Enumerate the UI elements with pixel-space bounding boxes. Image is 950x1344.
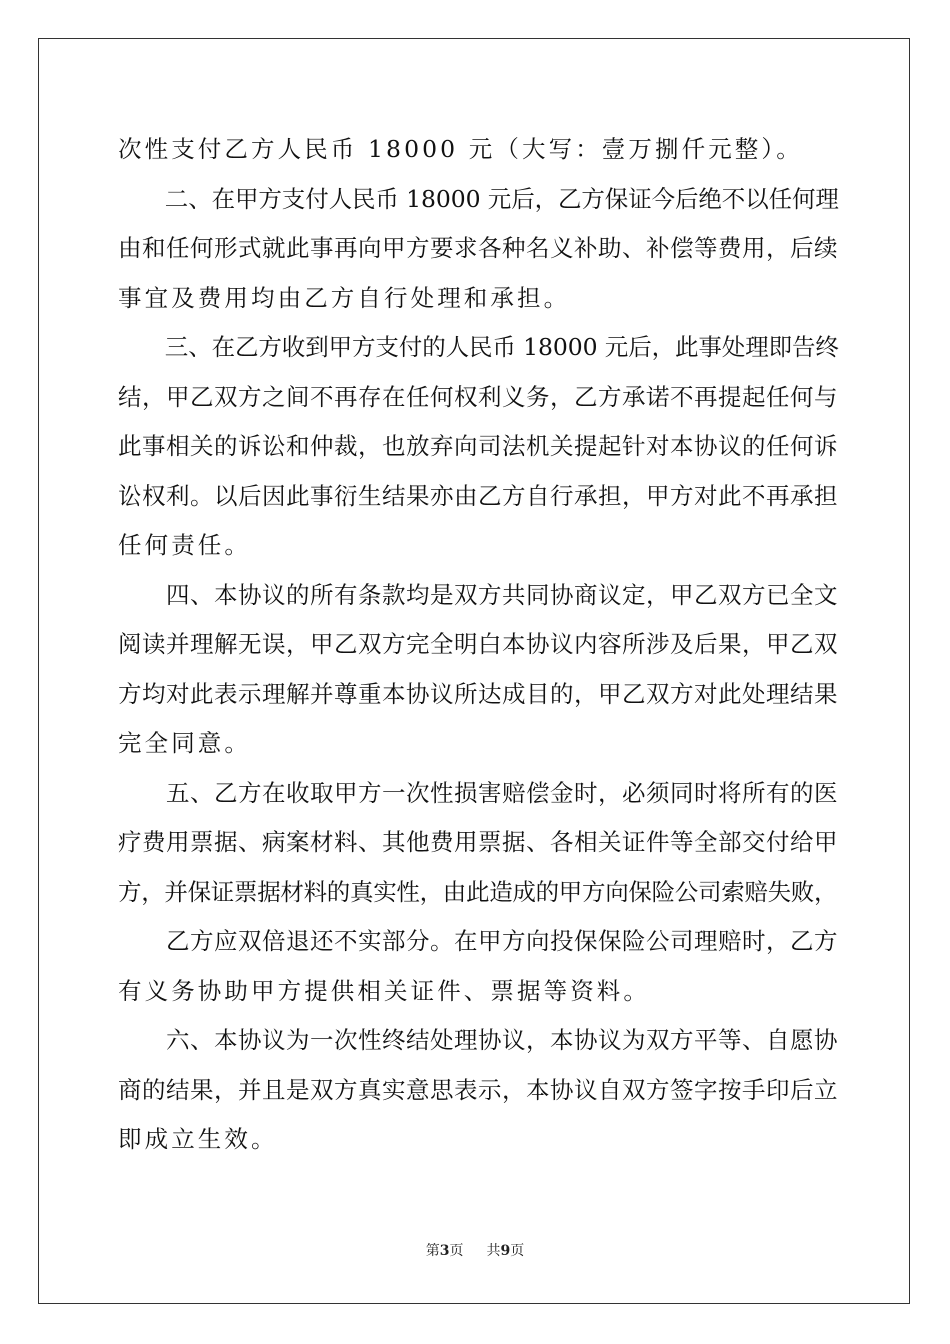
page-number [426, 1243, 468, 1259]
text-line: 二、在甲方支付人民币 18000 元后，乙方保证今后绝不以任何理 [118, 184, 839, 213]
text-line: 乙方应双倍退还不实部分。在甲方向投保保险公司理赔时，乙方 [118, 927, 838, 955]
text-line: 由和任何形式就此事再向甲方要求各种名义补助、补偿等费用，后续 [118, 234, 838, 262]
text-line: 方，并保证票据材料的真实性，由此造成的甲方向保险公司索赔失败， [118, 877, 838, 906]
text-line: 讼权利。以后因此事衍生结果亦由乙方自行承担，甲方对此不再承担 [118, 481, 838, 510]
text-line: 事宜及费用均由乙方自行处理和承担。 [118, 283, 571, 312]
text-line: 六、本协议为一次性终结处理协议，本协议为双方平等、自愿协 [118, 1026, 838, 1054]
text-line: 方均对此表示理解并尊重本协议所达成目的，甲乙双方对此处理结果 [118, 679, 838, 708]
text-line: 次性支付乙方人民币 18000 元（大写：壹万捌仟元整）。 [118, 135, 803, 163]
text-line: 即成立生效。 [118, 1125, 278, 1153]
text-line: 商的结果，并且是双方真实意思表示，本协议自双方签字按手印后立 [118, 1075, 838, 1104]
page-prefix: 第 [425, 1243, 440, 1259]
page-current: 3 [439, 1243, 450, 1259]
text-line: 三、在乙方收到甲方支付的人民币 18000 元后，此事处理即告终 [118, 333, 839, 361]
text-line: 疗费用票据、病案材料、其他费用票据、各相关证件等全部交付给甲 [118, 828, 838, 856]
page-total [486, 1243, 524, 1259]
text-line: 五、乙方在收取甲方一次性损害赔偿金时，必须同时将所有的医 [118, 778, 838, 807]
text-line: 此事相关的诉讼和仲裁，也放弃向司法机关提起针对本协议的任何诉 [118, 432, 838, 460]
text-line: 有义务协助甲方提供相关证件、票据等资料。 [118, 976, 650, 1005]
total-suffix: 页 [510, 1243, 525, 1259]
text-line: 阅读并理解无误，甲乙双方完全明白本协议内容所涉及后果，甲乙双 [118, 630, 838, 658]
text-line: 结，甲乙双方之间不再存在任何权利义务，乙方承诺不再提起任何与 [118, 382, 838, 411]
document-body [118, 129, 838, 1169]
total-prefix: 共 [486, 1243, 501, 1259]
page-suffix: 页 [449, 1243, 464, 1259]
total-count: 9 [500, 1243, 511, 1259]
text-line: 任何责任。 [118, 531, 251, 559]
text-line: 四、本协议的所有条款均是双方共同协商议定，甲乙双方已全文 [118, 580, 838, 609]
page-footer [0, 1240, 950, 1260]
text-line: 完全同意。 [118, 729, 251, 757]
